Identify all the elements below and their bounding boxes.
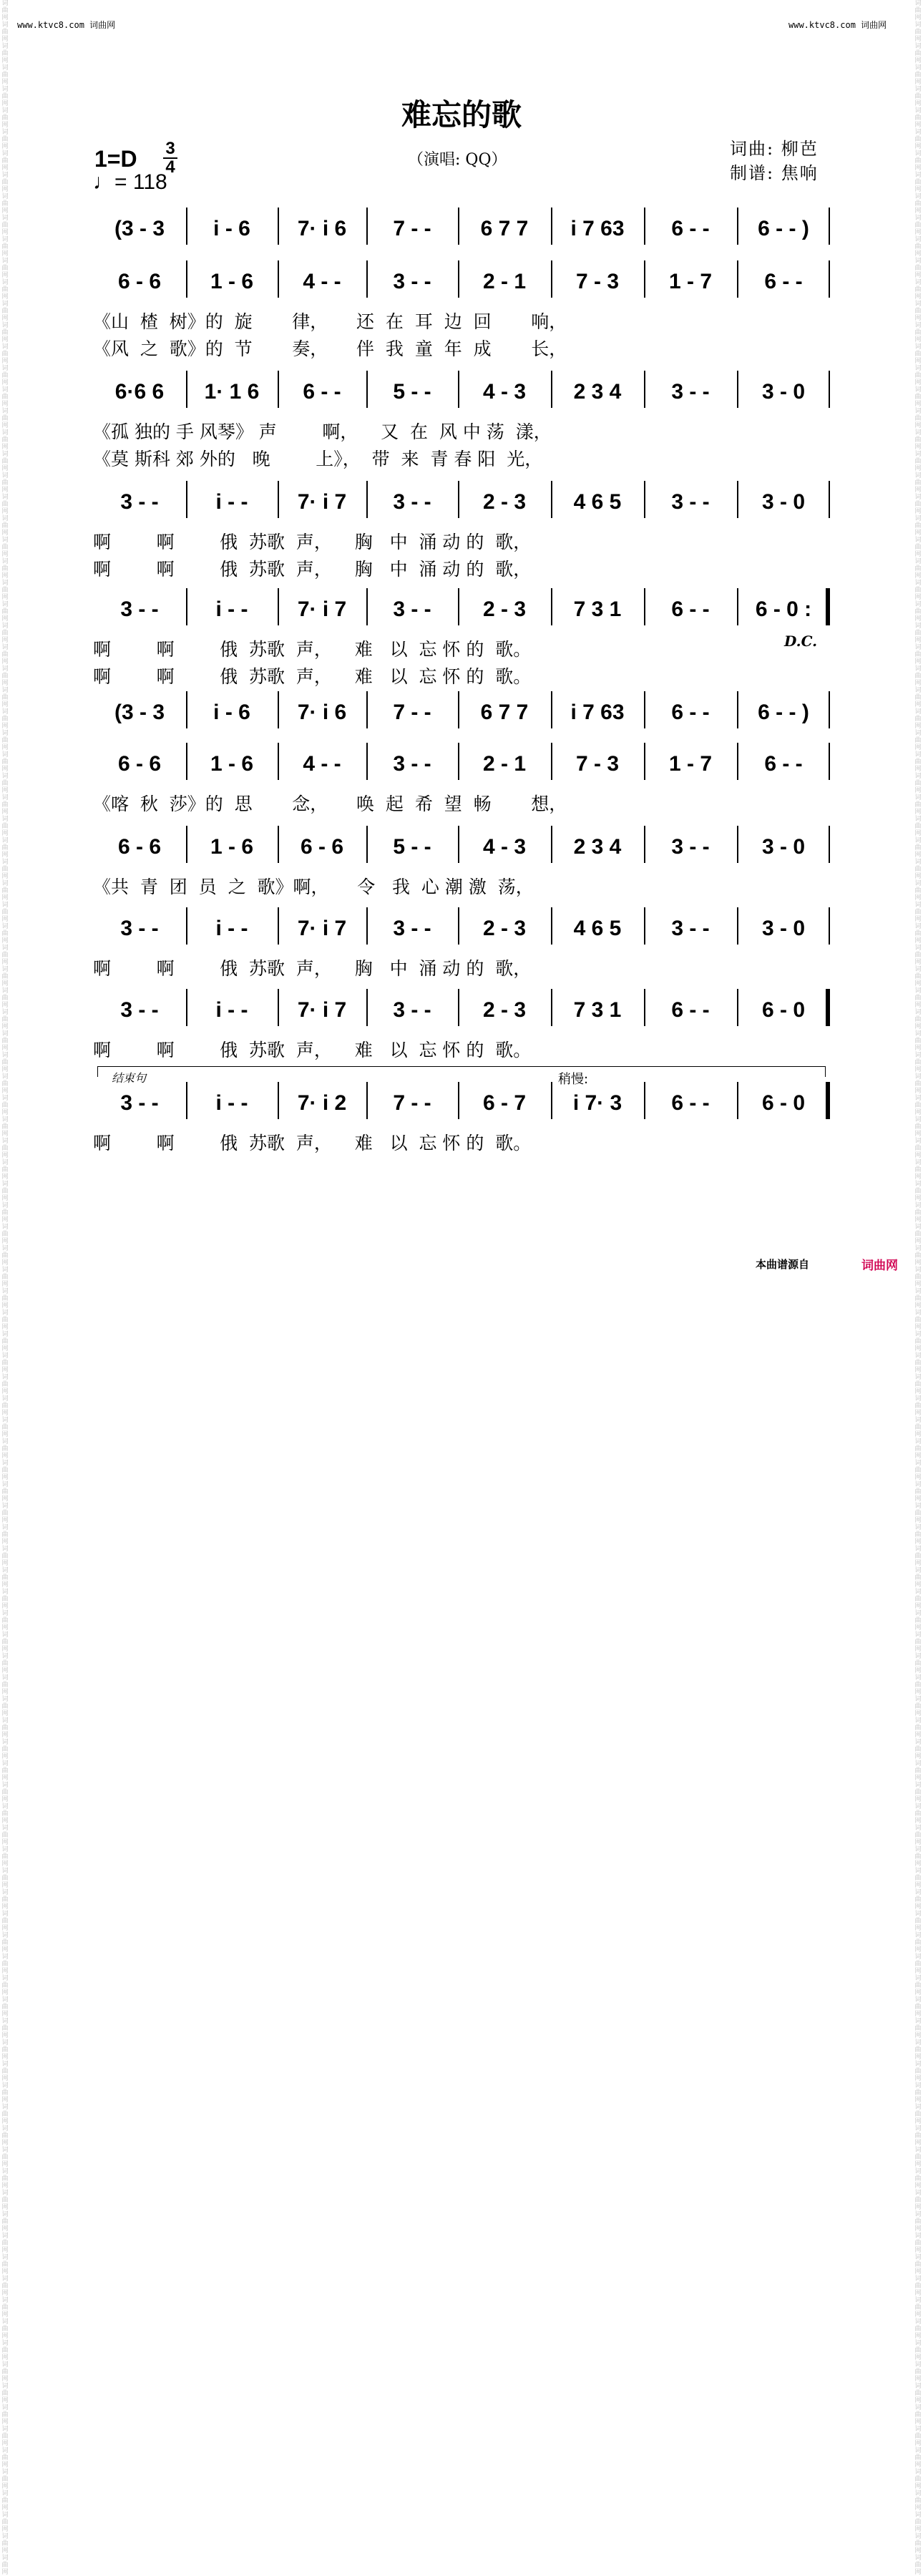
bar-line bbox=[458, 826, 459, 863]
measure: 3 - 0 bbox=[761, 380, 806, 404]
measure: (3 - 3 bbox=[114, 217, 165, 240]
measure: i - 6 bbox=[213, 701, 250, 724]
measure: 7 - 3 bbox=[575, 270, 620, 293]
measure: 3 - - bbox=[393, 490, 431, 514]
bar-line bbox=[829, 208, 830, 245]
bar-line bbox=[458, 260, 459, 298]
lyric-line: 啊 啊 俄 苏歌 声， 胸 中 涌 动 的 歌， bbox=[93, 532, 532, 552]
measure: 5 - - bbox=[393, 380, 431, 404]
bar-line bbox=[366, 588, 368, 625]
notes-line bbox=[93, 995, 830, 1026]
bar-line bbox=[458, 743, 459, 780]
score-row bbox=[93, 266, 830, 359]
measure: i 7 63 bbox=[570, 217, 625, 240]
bar-line bbox=[829, 371, 830, 408]
bar-line bbox=[366, 371, 368, 408]
lyric-line: 《共 青 团 员 之 歌》啊， 令 我 心 潮 激 荡， bbox=[93, 877, 534, 897]
measure: i - - bbox=[215, 597, 248, 621]
bar-line bbox=[366, 481, 368, 518]
measure: 6 7 7 bbox=[480, 701, 529, 724]
singer-credit: （演唱: QQ） bbox=[408, 151, 507, 169]
site-header-left[interactable]: www.ktvc8.com 词曲网 bbox=[17, 20, 116, 30]
measure: 6 - 6 bbox=[117, 270, 162, 293]
bar-line bbox=[366, 691, 368, 728]
bar-line bbox=[186, 989, 187, 1026]
bar-line bbox=[829, 260, 830, 298]
measure: i - - bbox=[215, 917, 248, 940]
tempo-mark: ♩= 118 bbox=[93, 170, 167, 194]
bar-line bbox=[644, 691, 645, 728]
bar-line bbox=[737, 989, 738, 1026]
bar-line bbox=[551, 208, 552, 245]
measure: 4 6 5 bbox=[573, 917, 622, 940]
transcriber-credit: 制谱: 焦响 bbox=[730, 163, 819, 183]
bar-line bbox=[458, 989, 459, 1026]
measure: 7· i 7 bbox=[297, 597, 347, 621]
bar-line bbox=[644, 907, 645, 945]
measure: 3 - - bbox=[120, 917, 159, 940]
bar-line bbox=[186, 1082, 187, 1119]
measure: 3 - - bbox=[120, 597, 159, 621]
bar-line bbox=[551, 260, 552, 298]
ending-label: 结束句 bbox=[112, 1071, 147, 1085]
bar-line bbox=[829, 907, 830, 945]
lyric-line: 啊 啊 俄 苏歌 声， 胸 中 涌 动 的 歌， bbox=[93, 559, 532, 580]
bar-line bbox=[551, 989, 552, 1026]
measure: 7 - 3 bbox=[575, 752, 620, 776]
final-bar-line bbox=[826, 588, 830, 625]
bar-line bbox=[644, 989, 645, 1026]
measure: 3 - - bbox=[671, 490, 710, 514]
bar-line bbox=[551, 588, 552, 625]
notes-line bbox=[93, 487, 830, 518]
measure: 3 - 0 bbox=[761, 490, 806, 514]
measure: 4 - - bbox=[303, 270, 341, 293]
bar-line bbox=[644, 1082, 645, 1119]
measure: 7· i 2 bbox=[297, 1091, 347, 1115]
bar-line bbox=[551, 826, 552, 863]
measure: i 7· 3 bbox=[572, 1091, 622, 1115]
measure: 6 7 7 bbox=[480, 217, 529, 240]
measure: 3 - - bbox=[120, 998, 159, 1022]
measure: 3 - 0 bbox=[761, 835, 806, 859]
lyric-line: 《风 之 歌》的 节 奏， 伴 我 童 年 成 长， bbox=[93, 338, 567, 359]
notes-line bbox=[93, 376, 830, 408]
bar-line bbox=[366, 826, 368, 863]
bar-line bbox=[644, 260, 645, 298]
lyric-line: 《莫 斯科 郊 外的 晚 上》， 带 来 青 春 阳 光， bbox=[93, 449, 543, 469]
measure: 3 - - bbox=[393, 917, 431, 940]
bar-line bbox=[829, 743, 830, 780]
measure: 7 - - bbox=[393, 1091, 431, 1115]
measure: 3 - - bbox=[393, 752, 431, 776]
bar-line bbox=[644, 481, 645, 518]
dc-mark: D.C. bbox=[784, 633, 818, 650]
score-row bbox=[93, 697, 830, 728]
measure: 6 - - bbox=[764, 270, 803, 293]
bar-line bbox=[278, 743, 279, 780]
notes-line bbox=[93, 1088, 830, 1119]
score-row bbox=[93, 487, 830, 580]
measure: 6 - - bbox=[764, 752, 803, 776]
bar-line bbox=[366, 260, 368, 298]
measure: 7· i 7 bbox=[297, 917, 347, 940]
bar-line bbox=[186, 208, 187, 245]
measure: 6 - 0 bbox=[761, 998, 806, 1022]
measure: i - - bbox=[215, 490, 248, 514]
bar-line bbox=[186, 691, 187, 728]
bar-line bbox=[278, 260, 279, 298]
bar-line bbox=[278, 907, 279, 945]
bar-line bbox=[737, 588, 738, 625]
measure: 7· i 6 bbox=[297, 701, 347, 724]
bar-line bbox=[278, 1082, 279, 1119]
bar-line bbox=[737, 743, 738, 780]
slower-label: 稍慢: bbox=[558, 1072, 589, 1087]
score-row bbox=[93, 748, 830, 814]
measure: 6 - - ) bbox=[758, 217, 809, 240]
measure: 7· i 7 bbox=[297, 998, 347, 1022]
measure: 3 - - bbox=[671, 380, 710, 404]
footer-site[interactable]: 词曲网 bbox=[861, 1259, 898, 1273]
measure: 7· i 6 bbox=[297, 217, 347, 240]
watermark-right: 词 曲 网 词 曲 网 词 曲 网 词 曲 网 词 曲 网 词 曲 网 词 曲 网 词 曲 网 词 曲 网 词 曲 网 词 曲 网 词 曲 网 词 曲 网 词 曲 网 词 曲 网 词 曲 网 词 曲 网 词 曲 网 词 曲 网 词 曲 网 词 曲 网 词 曲 网 词 曲 网 词 曲 网 词 曲 网 词 曲 网 词 曲 网 词 曲 网 词 曲 网 词 曲 网 词 曲 网 词 曲 网 词 曲 网 词 曲 网 词 曲 网 词 曲 网 词 曲 网 词 曲 网 词 曲 网 词 曲 网 词 曲 网 词 曲 网 词 曲 网 词 曲 网 词 曲 网 词 曲 网 词 曲 网 词 曲 网 词 曲 网 词 曲 网 词 曲 网 词 曲 网 词 曲 网 词 曲 网 词 曲 网 词 曲 网 词 曲 网 词 曲 网 词 曲 网 词 曲 网 词 曲 网 词 曲 网 词 曲 网 词 曲 网 词 曲 网 词 曲 网 词 曲 网 词 曲 网 词 曲 网 词 曲 网 词 曲 网 词 曲 网 词 曲 网 词 曲 网 词 曲 网 词 曲 网 词 曲 网 词 曲 网 词 曲 网 词 曲 网 词 曲 网 词 曲 网 词 曲 网 词 曲 网 词 曲 网 词 曲 网 词 曲 网 词 曲 网 词 曲 网 词 曲 网 词 曲 网 词 曲 网 词 曲 网 词 曲 网 词 曲 网 词 曲 网 词 曲 网 词 曲 网 词 曲 网 词 曲 网 词 曲 网 词 曲 网 词 曲 网 词 曲 网 词 曲 网 词 曲 网 词 曲 网 词 曲 网 词 曲 网 词 曲 网 词 曲 网 词 曲 网 词 曲 网 词 曲 网 词 曲 网 词 曲 网 词 曲 网 词 曲 网 词 曲 网 词 曲 网 bbox=[914, 0, 922, 2576]
bar-line bbox=[551, 907, 552, 945]
bar-line bbox=[551, 1082, 552, 1119]
bar-line bbox=[278, 588, 279, 625]
final-bar-line bbox=[826, 1082, 830, 1119]
measure: 3 - - bbox=[120, 490, 159, 514]
bar-line bbox=[186, 743, 187, 780]
bar-line bbox=[278, 371, 279, 408]
bar-line bbox=[366, 1082, 368, 1119]
bar-line bbox=[186, 481, 187, 518]
measure: i - - bbox=[215, 1091, 248, 1115]
score-row bbox=[93, 995, 830, 1060]
measure: 6 - - bbox=[671, 217, 710, 240]
bar-line bbox=[737, 1082, 738, 1119]
measure: 2 - 1 bbox=[482, 270, 527, 293]
bar-line bbox=[366, 208, 368, 245]
bar-line bbox=[278, 481, 279, 518]
measure: 3 - - bbox=[671, 917, 710, 940]
bar-line bbox=[366, 743, 368, 780]
bar-line bbox=[644, 826, 645, 863]
lyrics-music-credit: 词曲: 柳芭 bbox=[730, 139, 819, 159]
measure: 1 - 6 bbox=[210, 835, 254, 859]
bar-line bbox=[737, 260, 738, 298]
lyric-line: 啊 啊 俄 苏歌 声， 难 以 忘 怀 的 歌。 bbox=[93, 1133, 532, 1153]
notes-line bbox=[93, 831, 830, 863]
bar-line bbox=[458, 907, 459, 945]
measure: 4 6 5 bbox=[573, 490, 622, 514]
measure: 1 - 6 bbox=[210, 270, 254, 293]
bar-line bbox=[366, 907, 368, 945]
measure: 7 - - bbox=[393, 217, 431, 240]
bar-line bbox=[551, 371, 552, 408]
lyric-line: 《孤 独的 手 风琴》 声 啊， 又 在 风 中 荡 漾， bbox=[93, 421, 552, 442]
measure: 3 - 0 bbox=[761, 917, 806, 940]
bar-line bbox=[458, 371, 459, 408]
footer-source: 本曲谱源自 bbox=[756, 1258, 810, 1271]
lyric-line: 啊 啊 俄 苏歌 声， 胸 中 涌 动 的 歌， bbox=[93, 958, 532, 979]
measure: 6 - - bbox=[671, 701, 710, 724]
measure: 1 - 6 bbox=[210, 752, 254, 776]
measure: i 7 63 bbox=[570, 701, 625, 724]
measure: 2 - 3 bbox=[482, 998, 527, 1022]
measure: 6 - - bbox=[671, 597, 710, 621]
lyric-line: 《喀 秋 莎》的 思 念， 唤 起 希 望 畅 想， bbox=[93, 794, 567, 814]
lyric-line: 啊 啊 俄 苏歌 声， 难 以 忘 怀 的 歌。 bbox=[93, 1040, 532, 1060]
bar-line bbox=[278, 208, 279, 245]
lyric-line: 啊 啊 俄 苏歌 声， 难 以 忘 怀 的 歌。 bbox=[93, 666, 532, 687]
measure: 1 - 7 bbox=[668, 270, 713, 293]
measure: 6 - 0 bbox=[761, 1091, 806, 1115]
bar-line bbox=[644, 743, 645, 780]
bar-line bbox=[278, 826, 279, 863]
measure: 4 - 3 bbox=[482, 380, 527, 404]
lyric-line: 啊 啊 俄 苏歌 声， 难 以 忘 怀 的 歌。 bbox=[93, 639, 532, 660]
notes-line bbox=[93, 913, 830, 945]
measure: 6 - - bbox=[671, 1091, 710, 1115]
bar-line bbox=[737, 691, 738, 728]
bar-line bbox=[186, 260, 187, 298]
bar-line bbox=[186, 588, 187, 625]
measure: 6 - 7 bbox=[482, 1091, 527, 1115]
bar-line bbox=[737, 208, 738, 245]
bar-line bbox=[737, 826, 738, 863]
bar-line bbox=[644, 588, 645, 625]
bar-line bbox=[278, 989, 279, 1026]
measure: i - - bbox=[215, 998, 248, 1022]
key-signature: 1=D bbox=[94, 146, 137, 172]
bar-line bbox=[829, 691, 830, 728]
measure: 5 - - bbox=[393, 835, 431, 859]
score-row bbox=[93, 213, 830, 245]
bar-line bbox=[644, 208, 645, 245]
bar-line bbox=[186, 371, 187, 408]
bar-line bbox=[186, 826, 187, 863]
ending-bracket bbox=[97, 1066, 826, 1077]
measure: 7 - - bbox=[393, 701, 431, 724]
time-sig-top: 3 bbox=[165, 139, 175, 158]
measure: 6 - - bbox=[671, 998, 710, 1022]
measure: 6·6 6 bbox=[114, 380, 165, 404]
measure: 2 3 4 bbox=[573, 835, 622, 859]
notes-line bbox=[93, 748, 830, 780]
bar-line bbox=[737, 371, 738, 408]
measure: 3 - - bbox=[393, 597, 431, 621]
measure: 1 - 7 bbox=[668, 752, 713, 776]
bar-line bbox=[458, 481, 459, 518]
measure: 4 - 3 bbox=[482, 835, 527, 859]
final-bar-line bbox=[826, 989, 830, 1026]
notes-line bbox=[93, 213, 830, 245]
lyric-line: 《山 楂 树》的 旋 律， 还 在 耳 边 回 响， bbox=[93, 311, 567, 332]
measure: 3 - - bbox=[393, 270, 431, 293]
bar-line bbox=[737, 481, 738, 518]
bar-line bbox=[829, 826, 830, 863]
measure: 1· 1 6 bbox=[204, 380, 260, 404]
notes-line bbox=[93, 266, 830, 298]
measure: 2 - 3 bbox=[482, 597, 527, 621]
notes-line bbox=[93, 594, 830, 625]
measure: 7· i 7 bbox=[297, 490, 347, 514]
site-header-right[interactable]: www.ktvc8.com 词曲网 bbox=[788, 20, 887, 30]
notes-line bbox=[93, 697, 830, 728]
measure: 6 - - ) bbox=[758, 701, 809, 724]
score-row bbox=[93, 913, 830, 979]
measure: 3 - - bbox=[393, 998, 431, 1022]
measure: 6 - - bbox=[303, 380, 341, 404]
bar-line bbox=[829, 481, 830, 518]
measure: i - 6 bbox=[213, 217, 250, 240]
bar-line bbox=[458, 691, 459, 728]
bar-line bbox=[551, 481, 552, 518]
measure: (3 - 3 bbox=[114, 701, 165, 724]
bar-line bbox=[551, 743, 552, 780]
measure: 6 - 6 bbox=[300, 835, 344, 859]
measure: 7 3 1 bbox=[573, 597, 622, 621]
song-title: 难忘的歌 bbox=[401, 97, 522, 132]
score-row bbox=[93, 376, 830, 469]
bar-line bbox=[186, 907, 187, 945]
measure: 3 - - bbox=[671, 835, 710, 859]
time-sig-bottom: 4 bbox=[163, 157, 177, 176]
measure: 4 - - bbox=[303, 752, 341, 776]
measure: 6 - 0 : bbox=[755, 597, 812, 621]
bar-line bbox=[458, 588, 459, 625]
measure: 2 - 3 bbox=[482, 917, 527, 940]
score-row bbox=[93, 831, 830, 897]
watermark-left: 词 曲 网 词 曲 网 词 曲 网 词 曲 网 词 曲 网 词 曲 网 词 曲 网 词 曲 网 词 曲 网 词 曲 网 词 曲 网 词 曲 网 词 曲 网 词 曲 网 词 曲 网 词 曲 网 词 曲 网 词 曲 网 词 曲 网 词 曲 网 词 曲 网 词 曲 网 词 曲 网 词 曲 网 词 曲 网 词 曲 网 词 曲 网 词 曲 网 词 曲 网 词 曲 网 词 曲 网 词 曲 网 词 曲 网 词 曲 网 词 曲 网 词 曲 网 词 曲 网 词 曲 网 词 曲 网 词 曲 网 词 曲 网 词 曲 网 词 曲 网 词 曲 网 词 曲 网 词 曲 网 词 曲 网 词 曲 网 词 曲 网 词 曲 网 词 曲 网 词 曲 网 词 曲 网 词 曲 网 词 曲 网 词 曲 网 词 曲 网 词 曲 网 词 曲 网 词 曲 网 词 曲 网 词 曲 网 词 曲 网 词 曲 网 词 曲 网 词 曲 网 词 曲 网 词 曲 网 词 曲 网 词 曲 网 词 曲 网 词 曲 网 词 曲 网 词 曲 网 词 曲 网 词 曲 网 词 曲 网 词 曲 网 词 曲 网 词 曲 网 词 曲 网 词 曲 网 词 曲 网 词 曲 网 词 曲 网 词 曲 网 词 曲 网 词 曲 网 词 曲 网 词 曲 网 词 曲 网 词 曲 网 词 曲 网 词 曲 网 词 曲 网 词 曲 网 词 曲 网 词 曲 网 词 曲 网 词 曲 网 词 曲 网 词 曲 网 词 曲 网 词 曲 网 词 曲 网 词 曲 网 词 曲 网 词 曲 网 词 曲 网 词 曲 网 词 曲 网 词 曲 网 词 曲 网 词 曲 网 词 曲 网 词 曲 网 词 曲 网 词 曲 网 词 曲 网 词 曲 网 bbox=[1, 0, 9, 2576]
bar-line bbox=[366, 989, 368, 1026]
measure: 2 3 4 bbox=[573, 380, 622, 404]
bar-line bbox=[551, 691, 552, 728]
bar-line bbox=[278, 691, 279, 728]
bar-line bbox=[458, 208, 459, 245]
bar-line bbox=[737, 907, 738, 945]
measure: 6 - 6 bbox=[117, 835, 162, 859]
measure: 3 - - bbox=[120, 1091, 159, 1115]
measure: 2 - 1 bbox=[482, 752, 527, 776]
measure: 2 - 3 bbox=[482, 490, 527, 514]
measure: 7 3 1 bbox=[573, 998, 622, 1022]
bar-line bbox=[644, 371, 645, 408]
bar-line bbox=[458, 1082, 459, 1119]
score-row bbox=[93, 1088, 830, 1153]
measure: 6 - 6 bbox=[117, 752, 162, 776]
